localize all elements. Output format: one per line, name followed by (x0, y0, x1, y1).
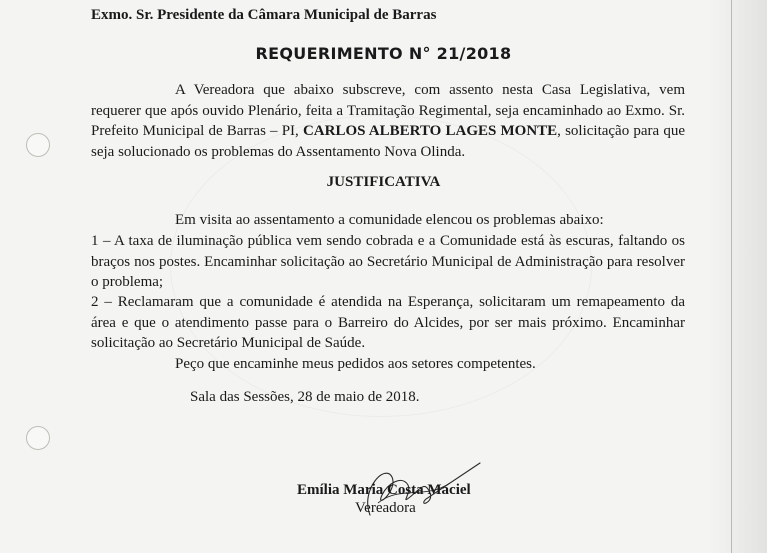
closing-request: Peço que encaminhe meus pedidos aos setores competentes. (175, 356, 536, 372)
addressee-line: Exmo. Sr. Presidente da Câmara Municipal de Barras (91, 7, 437, 23)
document-title: REQUERIMENTO N° 21/2018 (255, 44, 512, 63)
mayor-name: CARLOS ALBERTO LAGES MONTE (302, 123, 558, 139)
scan-shadow (709, 0, 767, 553)
request-text-start: A Vereadora que abaixo subscreve, com assento nesta Casa Legislativa, vem requerer que após ouvido Plenário, feita a Tramitação Regimental, seja encaminhado ao Exmo. Sr. Prefeito Municipal de Barras – PI, (91, 82, 685, 139)
justification-intro: Em visita ao assentamento a comunidade elencou os problemas abaixo: (175, 212, 604, 228)
justification-heading: JUSTIFICATIVA (326, 174, 441, 190)
signatory-name: Emília Maria Costa Maciel (297, 482, 471, 498)
justification-item-2: 2 – Reclamaram que a comunidade é atendida na Esperança, solicitaram um remapeamento da área e que o atendimento passe para o Barreiro do Alcides, por ser mais próximo. Encaminhar solicitação ao Secretário Municipal de Saúde. (91, 294, 685, 351)
justification-item-1: 1 – A taxa de iluminação pública vem sendo cobrada e a Comunidade está às escuras, faltando os braços nos postes. Encaminhar solicitação ao Secretário Municipal de Administração para resolver o problema; (91, 233, 685, 290)
page-edge (731, 0, 732, 553)
session-date: Sala das Sessões, 28 de maio de 2018. (190, 389, 420, 405)
signatory-role: Vereadora (355, 500, 416, 516)
request-paragraph (91, 80, 685, 162)
punch-hole-bottom (26, 426, 50, 450)
punch-hole-top (26, 133, 50, 157)
request-text-end: , solicitação para que seja solucionado os problemas do Assentamento Nova Olinda. (91, 123, 685, 160)
